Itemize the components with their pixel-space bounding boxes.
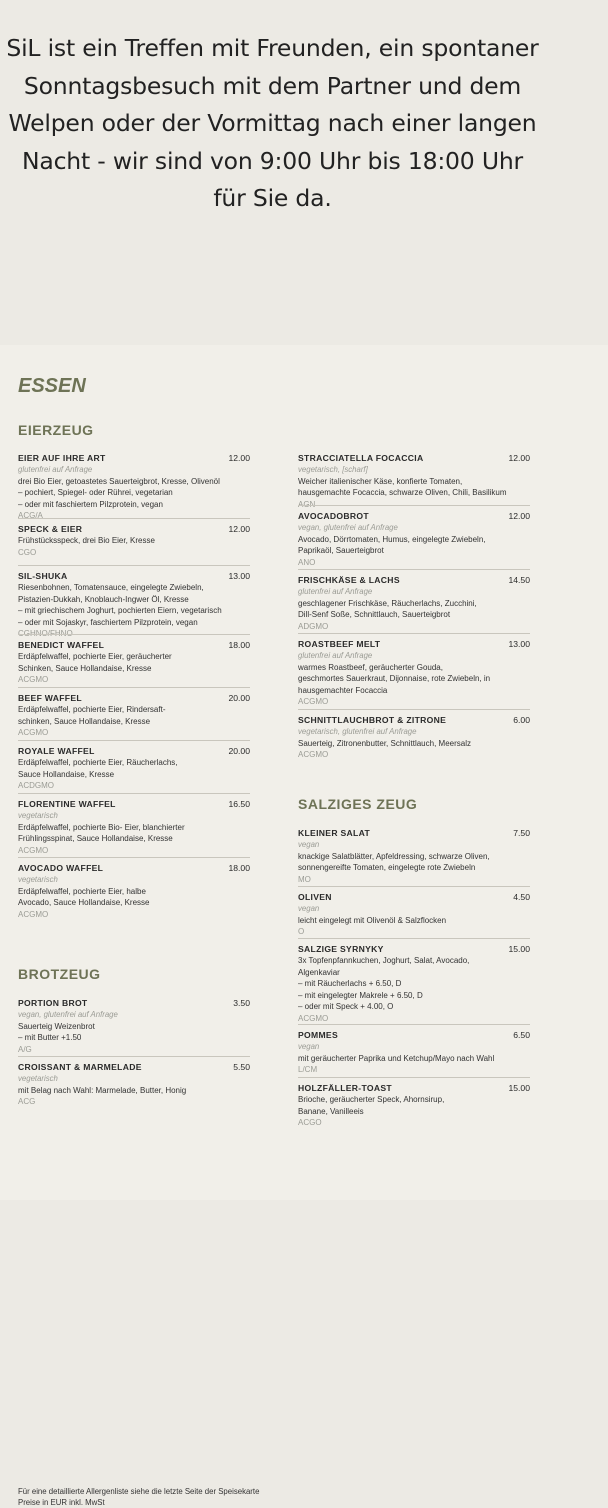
menu-item-description: 3x Topfenpfannkuchen, Joghurt, Salat, Avocado, Algenkaviar – mit Räucherlachs + 6.50, D – mit eingelegter Makrele + 6.50, D – oder mit Speck + 4.00, O (298, 956, 470, 1011)
menu-item-header (298, 1082, 530, 1094)
menu-item-name: SPECK & EIER (18, 524, 83, 534)
menu-item-allergen-codes: ACGMO (18, 845, 49, 855)
menu-item (298, 1029, 530, 1076)
menu-item-price: 14.50 (508, 575, 530, 585)
menu-item-description: Avocado, Dörrtomaten, Humus, eingelegte Zwiebeln, Paprikaöl, Sauerteigbrot (298, 534, 486, 555)
menu-item-allergen-codes: A/G (18, 1044, 32, 1054)
menu-item-dietary-tag: vegetarisch, glutenfrei auf Anfrage (298, 727, 417, 736)
menu-item-price: 15.00 (508, 944, 530, 954)
intro-line: für Sie da. (213, 184, 332, 212)
menu-item-allergen-codes: ACGMO (298, 697, 329, 706)
menu-item-name: CROISSANT & MARMELADE (18, 1062, 142, 1072)
menu-item-price: 6.50 (513, 1030, 530, 1040)
menu-item-allergen-codes: ACGMO (298, 750, 329, 759)
menu-item-allergen-codes: ACG/A (18, 511, 43, 520)
menu-item-header (298, 510, 530, 522)
item-divider (18, 1056, 250, 1057)
menu-item (18, 798, 250, 856)
menu-item-dietary-tag: vegetarisch (18, 811, 58, 820)
menu-item-allergen-codes: ANO (298, 557, 316, 567)
menu-item-name: AVOCADOBROT (298, 511, 369, 521)
menu-item-description: Erdäpfelwaffel, pochierte Eier, geräucherter Schinken, Sauce Hollandaise, Kresse (18, 652, 172, 673)
menu-item (18, 1061, 250, 1108)
menu-item-description: Frühstücksspeck, drei Bio Eier, Kresse (18, 536, 155, 545)
menu-item (298, 638, 530, 708)
menu-item-description: warmes Roastbeef, geräucherter Gouda, geschmortes Sauerkraut, Dijonnaise, rote Zwiebeln, in hausgemachter Focaccia (298, 662, 491, 695)
item-divider (298, 1024, 530, 1025)
menu-item-header (18, 639, 250, 651)
menu-item-price: 12.00 (228, 524, 250, 534)
intro-line: Sonntagsbesuch mit dem Partner und dem (23, 71, 522, 100)
menu-item-dietary-tag: vegan, glutenfrei auf Anfrage (298, 523, 398, 532)
menu-item-description: drei Bio Eier, getoastetes Sauerteigbrot, Kresse, Olivenöl – pochiert, Spiegel- oder Rührei, vegetarian – oder mit faschiertem Pilzprotein, vegan (18, 476, 220, 509)
menu-item-allergen-codes: MO (298, 874, 311, 884)
menu-item-dietary-tag: glutenfrei auf Anfrage (298, 651, 373, 660)
menu-item (18, 997, 250, 1055)
item-divider (298, 569, 530, 570)
menu-item-dietary-tag: vegan, glutenfrei auf Anfrage (18, 1010, 118, 1019)
menu-item-header (298, 452, 530, 464)
item-divider (298, 709, 530, 710)
menu-item-allergen-codes: ACGMO (18, 728, 49, 737)
menu-item-dietary-tag: vegetarisch (18, 1074, 58, 1083)
menu-item-name: HOLZFÄLLER-TOAST (298, 1083, 392, 1093)
menu-item-header (18, 452, 250, 464)
menu-item-price: 20.00 (228, 693, 250, 703)
menu-item-allergen-codes: ACDGMO (18, 781, 54, 790)
menu-item-name: FRISCHKÄSE & LACHS (298, 575, 400, 585)
menu-item-header (18, 1061, 250, 1073)
menu-item-name: SALZIGE SYRNYKY (298, 944, 384, 954)
item-divider (18, 687, 250, 688)
menu-item-name: ROYALE WAFFEL (18, 746, 95, 756)
menu-item-allergen-codes: ACGMO (18, 675, 49, 684)
menu-item-header (18, 692, 250, 704)
menu-item-name: OLIVEN (298, 892, 332, 902)
item-divider (298, 1077, 530, 1078)
menu-item-header (18, 862, 250, 874)
menu-item-allergen-codes: ACG (18, 1097, 36, 1106)
menu-item (298, 943, 530, 1024)
menu-item-price: 20.00 (228, 746, 250, 756)
menu-item-allergen-codes: ACGMO (18, 909, 49, 919)
menu-item-description: Brioche, geräucherter Speck, Ahornsirup, Banane, Vanilleeis (298, 1095, 445, 1116)
menu-item-allergen-codes: ACGO (298, 1118, 322, 1127)
menu-item-header (18, 745, 250, 757)
item-divider (18, 518, 250, 519)
intro-text (0, 30, 545, 218)
menu-item-dietary-tag: vegetarisch, [scharf] (298, 465, 368, 474)
item-divider (18, 634, 250, 635)
menu-item (18, 745, 250, 792)
menu-item-header (18, 523, 250, 535)
menu-item-name: ROASTBEEF MELT (298, 639, 381, 649)
menu-item-price: 7.50 (513, 828, 530, 838)
menu-item-header (18, 570, 250, 582)
menu-item-name: BEEF WAFFEL (18, 693, 82, 703)
item-divider (18, 565, 250, 566)
menu-item-dietary-tag: glutenfrei auf Anfrage (18, 465, 93, 474)
menu-item (298, 510, 530, 568)
menu-item-allergen-codes: AGN (298, 499, 316, 509)
menu-item (298, 714, 530, 761)
menu-item-name: EIER AUF IHRE ART (18, 453, 106, 463)
menu-item-price: 18.00 (228, 863, 250, 873)
section-heading-brotzeug: BROTZEUG (18, 966, 101, 982)
section-heading-salziges-zeug: SALZIGES ZEUG (298, 796, 418, 812)
menu-item-price: 15.00 (508, 1083, 530, 1093)
menu-item-header (298, 574, 530, 586)
menu-item-name: FLORENTINE WAFFEL (18, 799, 116, 809)
menu-item-header (298, 943, 530, 955)
menu-item-description: mit geräucherter Paprika und Ketchup/Mayo nach Wahl (298, 1053, 495, 1063)
menu-item-price: 4.50 (513, 892, 530, 902)
menu-item-price: 18.00 (228, 640, 250, 650)
menu-item-description: geschlagener Frischkäse, Räucherlachs, Zucchini, Dill-Senf Soße, Schnittlauch, Sauerteigbrot (298, 598, 477, 619)
menu-item-allergen-codes: ADGMO (298, 621, 329, 631)
menu-item-dietary-tag: vegan (298, 1042, 320, 1051)
menu-item-name: KLEINER SALAT (298, 828, 371, 838)
menu-item-dietary-tag: glutenfrei auf Anfrage (298, 587, 373, 596)
menu-item-header (298, 891, 530, 903)
menu-item-description: Weicher italienischer Käse, konfierte Tomaten, hausgemachte Focaccia, schwarze Oliven, Chili, Basilikum (298, 476, 507, 497)
menu-item-allergen-codes: CGO (18, 547, 37, 557)
item-divider (298, 633, 530, 634)
menu-footer-note: Für eine detaillierte Allergenliste siehe die letzte Seite der Speisekarte Preise in EUR inkl. MwSt (18, 1487, 260, 1507)
menu-item (298, 574, 530, 632)
menu-item (298, 1082, 530, 1129)
menu-item-allergen-codes: O (298, 927, 305, 936)
item-divider (298, 886, 530, 887)
menu-item-dietary-tag: vegetarisch (18, 875, 58, 884)
item-divider (18, 740, 250, 741)
menu-item-description: Erdäpfelwaffel, pochierte Eier, halbe Avocado, Sauce Hollandaise, Kresse (18, 886, 150, 907)
menu-page (0, 345, 608, 1507)
menu-item-name: POMMES (298, 1030, 338, 1040)
menu-item-price: 3.50 (233, 998, 250, 1008)
menu-item-header (298, 1029, 530, 1041)
item-divider (18, 793, 250, 794)
menu-item-header (298, 714, 530, 726)
menu-item-name: PORTION BROT (18, 998, 88, 1008)
menu-item-description: knackige Salatblätter, Apfeldressing, schwarze Oliven, sonnengereifte Tomaten, eingelegte rote Zwiebeln (298, 851, 490, 872)
menu-item-description: Erdäpfelwaffel, pochierte Eier, Räucherlachs, Sauce Hollandaise, Kresse (18, 758, 178, 779)
menu-item-header (298, 827, 530, 839)
menu-item-price: 13.00 (228, 571, 250, 581)
menu-item-price: 12.00 (508, 511, 530, 521)
menu-item (18, 452, 250, 522)
menu-item-allergen-codes: L/CM (298, 1065, 318, 1074)
menu-item-description: Erdäpfelwaffel, pochierte Eier, Rindersaft- schinken, Sauce Hollandaise, Kresse (18, 705, 166, 726)
menu-item (18, 639, 250, 686)
menu-item-name: STRACCIATELLA FOCACCIA (298, 453, 424, 463)
menu-item-price: 5.50 (233, 1062, 250, 1072)
menu-item (298, 891, 530, 938)
intro-line: SiL ist ein Treffen mit Freunden, ein spontaner (6, 34, 539, 62)
menu-item-header (18, 997, 250, 1009)
menu-item-header (18, 798, 250, 810)
menu-item-price: 16.50 (228, 799, 250, 809)
menu-item (18, 862, 250, 920)
menu-item-allergen-codes: CGHNO/FHNO (18, 629, 73, 638)
menu-item-price: 12.00 (508, 453, 530, 463)
intro-line: Welpen oder der Vormittag nach einer langen (8, 109, 537, 137)
menu-item-description: Sauerteig, Zitronenbutter, Schnittlauch, Meersalz (298, 738, 471, 748)
menu-item (18, 523, 250, 558)
menu-item-header (298, 638, 530, 650)
menu-item (298, 452, 530, 510)
item-divider (18, 857, 250, 858)
menu-title: ESSEN (18, 375, 86, 397)
menu-item (298, 827, 530, 885)
menu-item-description: mit Belag nach Wahl: Marmelade, Butter, Honig (18, 1085, 187, 1095)
menu-item-dietary-tag: vegan (298, 840, 320, 849)
menu-item-description: Riesenbohnen, Tomatensauce, eingelegte Zwiebeln, Pistazien-Dukkah, Knoblauch-Ingwer Öl, Kresse – mit griechischem Joghurt, pochierten Eiern, vegetarisch – oder mit Sojaskyr, faschiertem Pilzprotein, vegan (18, 583, 222, 627)
section-heading-eierzeug: EIERZEUG (18, 422, 94, 438)
menu-item-price: 13.00 (508, 639, 530, 649)
menu-item-description: Sauerteig Weizenbrot – mit Butter +1.50 (18, 1021, 95, 1042)
intro-line: Nacht - wir sind von 9:00 Uhr bis 18:00 Uhr (22, 146, 523, 175)
menu-item-name: BENEDICT WAFFEL (18, 640, 105, 650)
menu-item-price: 6.00 (513, 715, 530, 725)
item-divider (298, 938, 530, 939)
item-divider (298, 505, 530, 506)
menu-item (18, 570, 250, 640)
menu-item-allergen-codes: ACGMO (298, 1013, 329, 1023)
menu-item-name: SIL-SHUKA (18, 571, 68, 581)
menu-item-dietary-tag: vegan (298, 904, 320, 913)
menu-item-description: leicht eingelegt mit Olivenöl & Salzflocken (298, 915, 447, 925)
menu-item-description: Erdäpfelwaffel, pochierte Bio- Eier, blanchierter Frühlingsspinat, Sauce Hollandaise, Kresse (18, 822, 185, 843)
menu-item-price: 12.00 (228, 453, 250, 463)
menu-item (18, 692, 250, 739)
menu-item-name: AVOCADO WAFFEL (18, 863, 104, 873)
menu-item-name: SCHNITTLAUCHBROT & ZITRONE (298, 715, 447, 725)
